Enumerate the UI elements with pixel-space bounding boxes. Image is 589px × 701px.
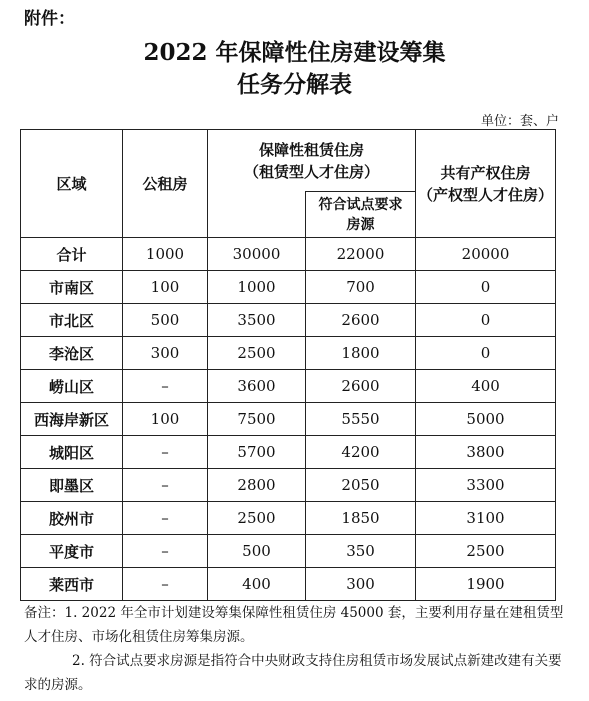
cell-pilot: 1850: [306, 502, 416, 535]
cell-public-rental: –: [123, 535, 208, 568]
cell-district: 即墨区: [21, 469, 123, 502]
page-title-line1: 2022 年保障性住房建设筹集: [143, 39, 446, 66]
cell-shared-property: 3300: [416, 469, 556, 502]
cell-shared-property: 0: [416, 304, 556, 337]
cell-affordable-rental: 5700: [208, 436, 306, 469]
cell-pilot: 4200: [306, 436, 416, 469]
cell-public-rental: –: [123, 436, 208, 469]
table-row: [21, 502, 556, 535]
header-pilot-text: 符合试点要求房源: [318, 196, 403, 233]
cell-public-rental: 500: [123, 304, 208, 337]
cell-public-rental: 300: [123, 337, 208, 370]
cell-district: 李沧区: [21, 337, 123, 370]
unit-note: 单位：套、户: [480, 114, 559, 129]
header-public-rental: 公租房: [123, 130, 208, 238]
cell-pilot: 350: [306, 535, 416, 568]
cell-public-rental: –: [123, 370, 208, 403]
cell-affordable-rental: 400: [208, 568, 306, 601]
table-row: [21, 535, 556, 568]
cell-affordable-rental: 1000: [208, 271, 306, 304]
cell-pilot: 300: [306, 568, 416, 601]
cell-public-rental: –: [123, 502, 208, 535]
table-row: [21, 238, 556, 271]
cell-shared-property: 3800: [416, 436, 556, 469]
table-row: [21, 568, 556, 601]
cell-district: 城阳区: [21, 436, 123, 469]
cell-affordable-rental: 3500: [208, 304, 306, 337]
table-row: [21, 403, 556, 436]
cell-district: 平度市: [21, 535, 123, 568]
cell-district: 市北区: [21, 304, 123, 337]
header-affordable-rental-title: 保障性租赁住房: [259, 140, 365, 159]
header-affordable-rental: [208, 130, 416, 192]
cell-pilot: 2050: [306, 469, 416, 502]
cell-shared-property: 2500: [416, 535, 556, 568]
cell-shared-property: 5000: [416, 403, 556, 436]
table-row: [21, 436, 556, 469]
cell-public-rental: 100: [123, 271, 208, 304]
cell-public-rental: 1000: [123, 238, 208, 271]
header-affordable-rental-spacer: [208, 192, 306, 238]
attachment-label: 附件：: [24, 9, 75, 29]
cell-public-rental: –: [123, 568, 208, 601]
table-row: [21, 271, 556, 304]
cell-district: 合计: [21, 238, 123, 271]
header-shared-property-title: 共有产权住房: [440, 163, 531, 182]
note-1: 备注：1. 2022 年全市计划建设筹集保障性租赁住房 45000 套，主要利用存量在建租赁型人才住房、市场化租赁住房筹集房源。: [24, 605, 564, 645]
cell-affordable-rental: 500: [208, 535, 306, 568]
cell-shared-property: 0: [416, 337, 556, 370]
cell-pilot: 5550: [306, 403, 416, 436]
header-affordable-rental-sub: （租赁型人才住房）: [244, 162, 380, 181]
cell-affordable-rental: 2800: [208, 469, 306, 502]
cell-district: 胶州市: [21, 502, 123, 535]
cell-shared-property: 20000: [416, 238, 556, 271]
header-district: 区域: [21, 130, 123, 238]
header-shared-property: [416, 130, 556, 238]
cell-district: 莱西市: [21, 568, 123, 601]
cell-pilot: 22000: [306, 238, 416, 271]
page-title-line2: 任务分解表: [237, 71, 352, 98]
cell-affordable-rental: 30000: [208, 238, 306, 271]
housing-task-table: [20, 129, 556, 601]
cell-affordable-rental: 7500: [208, 403, 306, 436]
cell-public-rental: 100: [123, 403, 208, 436]
cell-affordable-rental: 2500: [208, 502, 306, 535]
table-row: [21, 469, 556, 502]
cell-shared-property: 400: [416, 370, 556, 403]
cell-district: 市南区: [21, 271, 123, 304]
cell-district: 崂山区: [21, 370, 123, 403]
cell-pilot: 700: [306, 271, 416, 304]
cell-pilot: 2600: [306, 304, 416, 337]
cell-shared-property: 3100: [416, 502, 556, 535]
table-row: [21, 337, 556, 370]
cell-affordable-rental: 2500: [208, 337, 306, 370]
notes: [24, 601, 569, 697]
cell-shared-property: 1900: [416, 568, 556, 601]
header-shared-property-sub: （产权型人才住房）: [418, 185, 554, 204]
cell-pilot: 1800: [306, 337, 416, 370]
cell-district: 西海岸新区: [21, 403, 123, 436]
table-row: [21, 370, 556, 403]
table-row: [21, 304, 556, 337]
cell-shared-property: 0: [416, 271, 556, 304]
cell-pilot: 2600: [306, 370, 416, 403]
note-2: 2. 符合试点要求房源是指符合中央财政支持住房租赁市场发展试点新建改建有关要求的房源。: [24, 653, 562, 693]
cell-affordable-rental: 3600: [208, 370, 306, 403]
header-pilot: [306, 192, 416, 238]
cell-public-rental: –: [123, 469, 208, 502]
